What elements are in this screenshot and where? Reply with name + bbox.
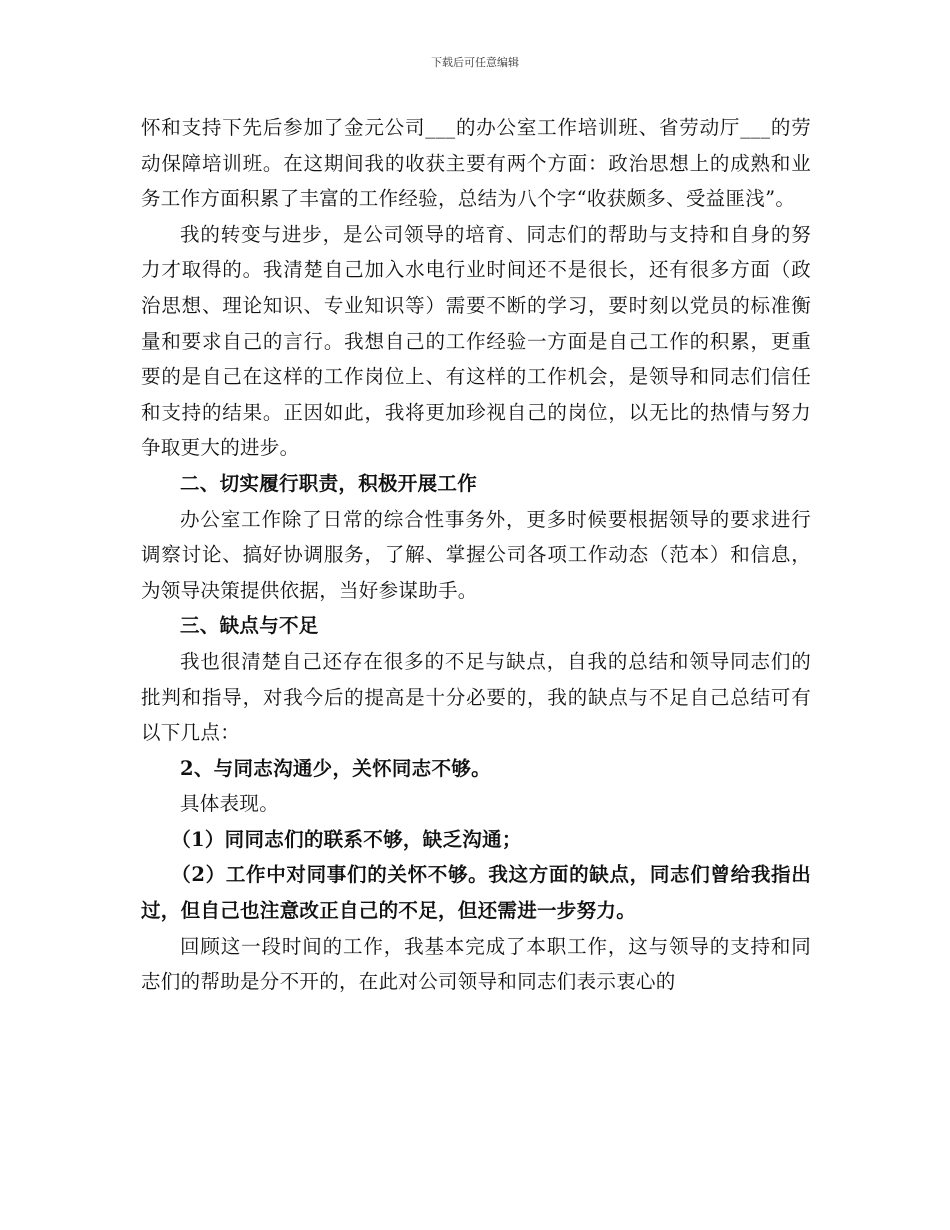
paragraph-specifics: 具体表现。 xyxy=(180,792,280,816)
list-heading-communication: 2、与同志沟通少，关怀同志不够。 xyxy=(180,756,491,780)
paragraph-shortcomings-intro: 我也很清楚自己还存在很多的不足与缺点，自我的总结和领导同志们的批判和指导，对我今后的提高是十分必要的，我的缺点与不足自己总结可有以下几点： xyxy=(141,649,811,745)
list-item-2: （2）工作中对同事们的关怀不够。我这方面的缺点，同志们曾给我指出过，但自己也注意改正自己的不足，但还需进一步努力。 xyxy=(141,863,811,923)
paragraph-review: 回顾这一段时间的工作，我基本完成了本职工作，这与领导的支持和同志们的帮助是分不开的，在此对公司领导和同志们表示衷心的 xyxy=(141,934,811,994)
section-heading-shortcomings: 三、缺点与不足 xyxy=(180,614,319,638)
paragraph-progress: 我的转变与进步，是公司领导的培育、同志们的帮助与支持和自身的努力才取得的。我清楚自己加入水电行业时间还不是很长，还有很多方面（政治思想、理论知识、专业知识等）需要不断的学习，要时刻以党员的标准衡量和要求自己的言行。我想自己的工作经验一方面是自己工作的积累，更重要的是自己在这样的工作岗位上、有这样的工作机会，是领导和同志们信任和支持的结果。正因如此，我将更加珍视自己的岗位，以无比的热情与努力争取更大的进步。 xyxy=(141,222,811,460)
page-header: 下载后可任意编辑 xyxy=(431,56,519,69)
paragraph-continuation: 怀和支持下先后参加了金元公司___的办公室工作培训班、省劳动厅___的劳动保障培训班。在这期间我的收获主要有两个方面：政治思想上的成熟和业务工作方面积累了丰富的工作经验，总结为八个字“收获颇多、受益匪浅”。 xyxy=(141,116,811,211)
paragraph-office-work: 办公室工作除了日常的综合性事务外，更多时候要根据领导的要求进行调察讨论、搞好协调服务，了解、掌握公司各项工作动态（范本）和信息，为领导决策提供依据，当好参谋助手。 xyxy=(141,507,811,602)
section-heading-duties: 二、切实履行职责，积极开展工作 xyxy=(180,471,478,495)
document-body xyxy=(141,110,811,1000)
list-item-1: （1）同同志们的联系不够，缺乏沟通； xyxy=(171,827,522,851)
